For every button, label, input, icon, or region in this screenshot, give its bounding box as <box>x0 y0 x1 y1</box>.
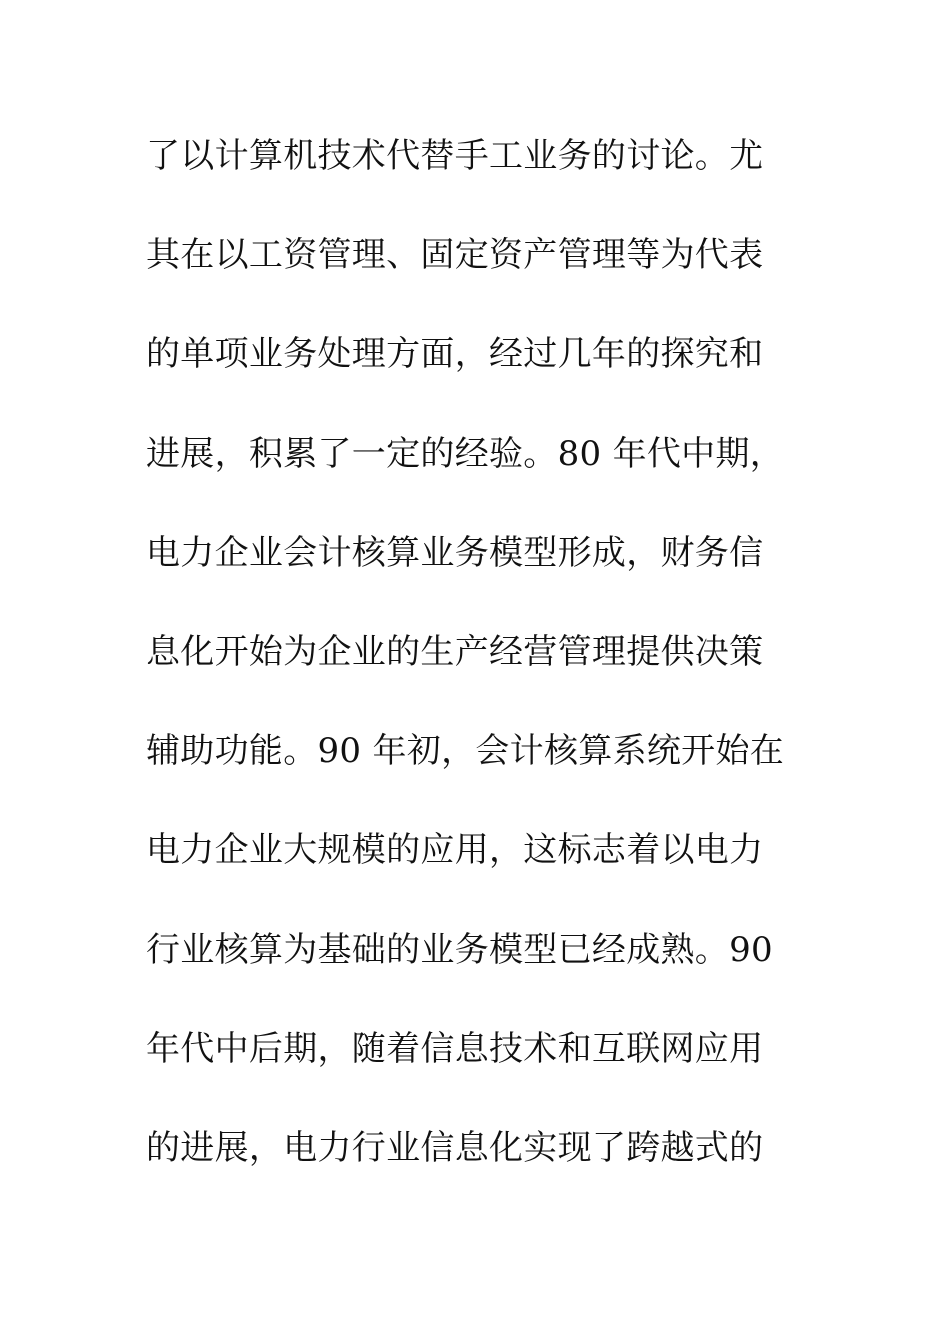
text-line: 其在以工资管理、固定资产管理等为代表 <box>146 235 764 276</box>
text-line: 的进展，电力行业信息化实现了跨越式的 <box>146 1127 764 1168</box>
text-line: 的单项业务处理方面，经过几年的探究和 <box>146 334 764 375</box>
text-line: 行业核算为基础的业务模型已经成熟。90 <box>146 929 773 970</box>
text-line: 进展，积累了一定的经验。80 年代中期， <box>146 433 785 474</box>
text-line: 电力企业大规模的应用，这标志着以电力 <box>146 830 764 871</box>
body-text <box>146 126 806 1217</box>
text-line: 电力企业会计核算业务模型形成，财务信 <box>146 532 764 573</box>
text-line: 辅助功能。90 年初，会计核算系统开始在 <box>146 731 785 772</box>
text-line: 息化开始为企业的生产经营管理提供决策 <box>146 631 764 672</box>
text-line: 年代中后期，随着信息技术和互联网应用 <box>146 1028 764 1069</box>
text-line: 了以计算机技术代替手工业务的讨论。尤 <box>146 136 764 176</box>
